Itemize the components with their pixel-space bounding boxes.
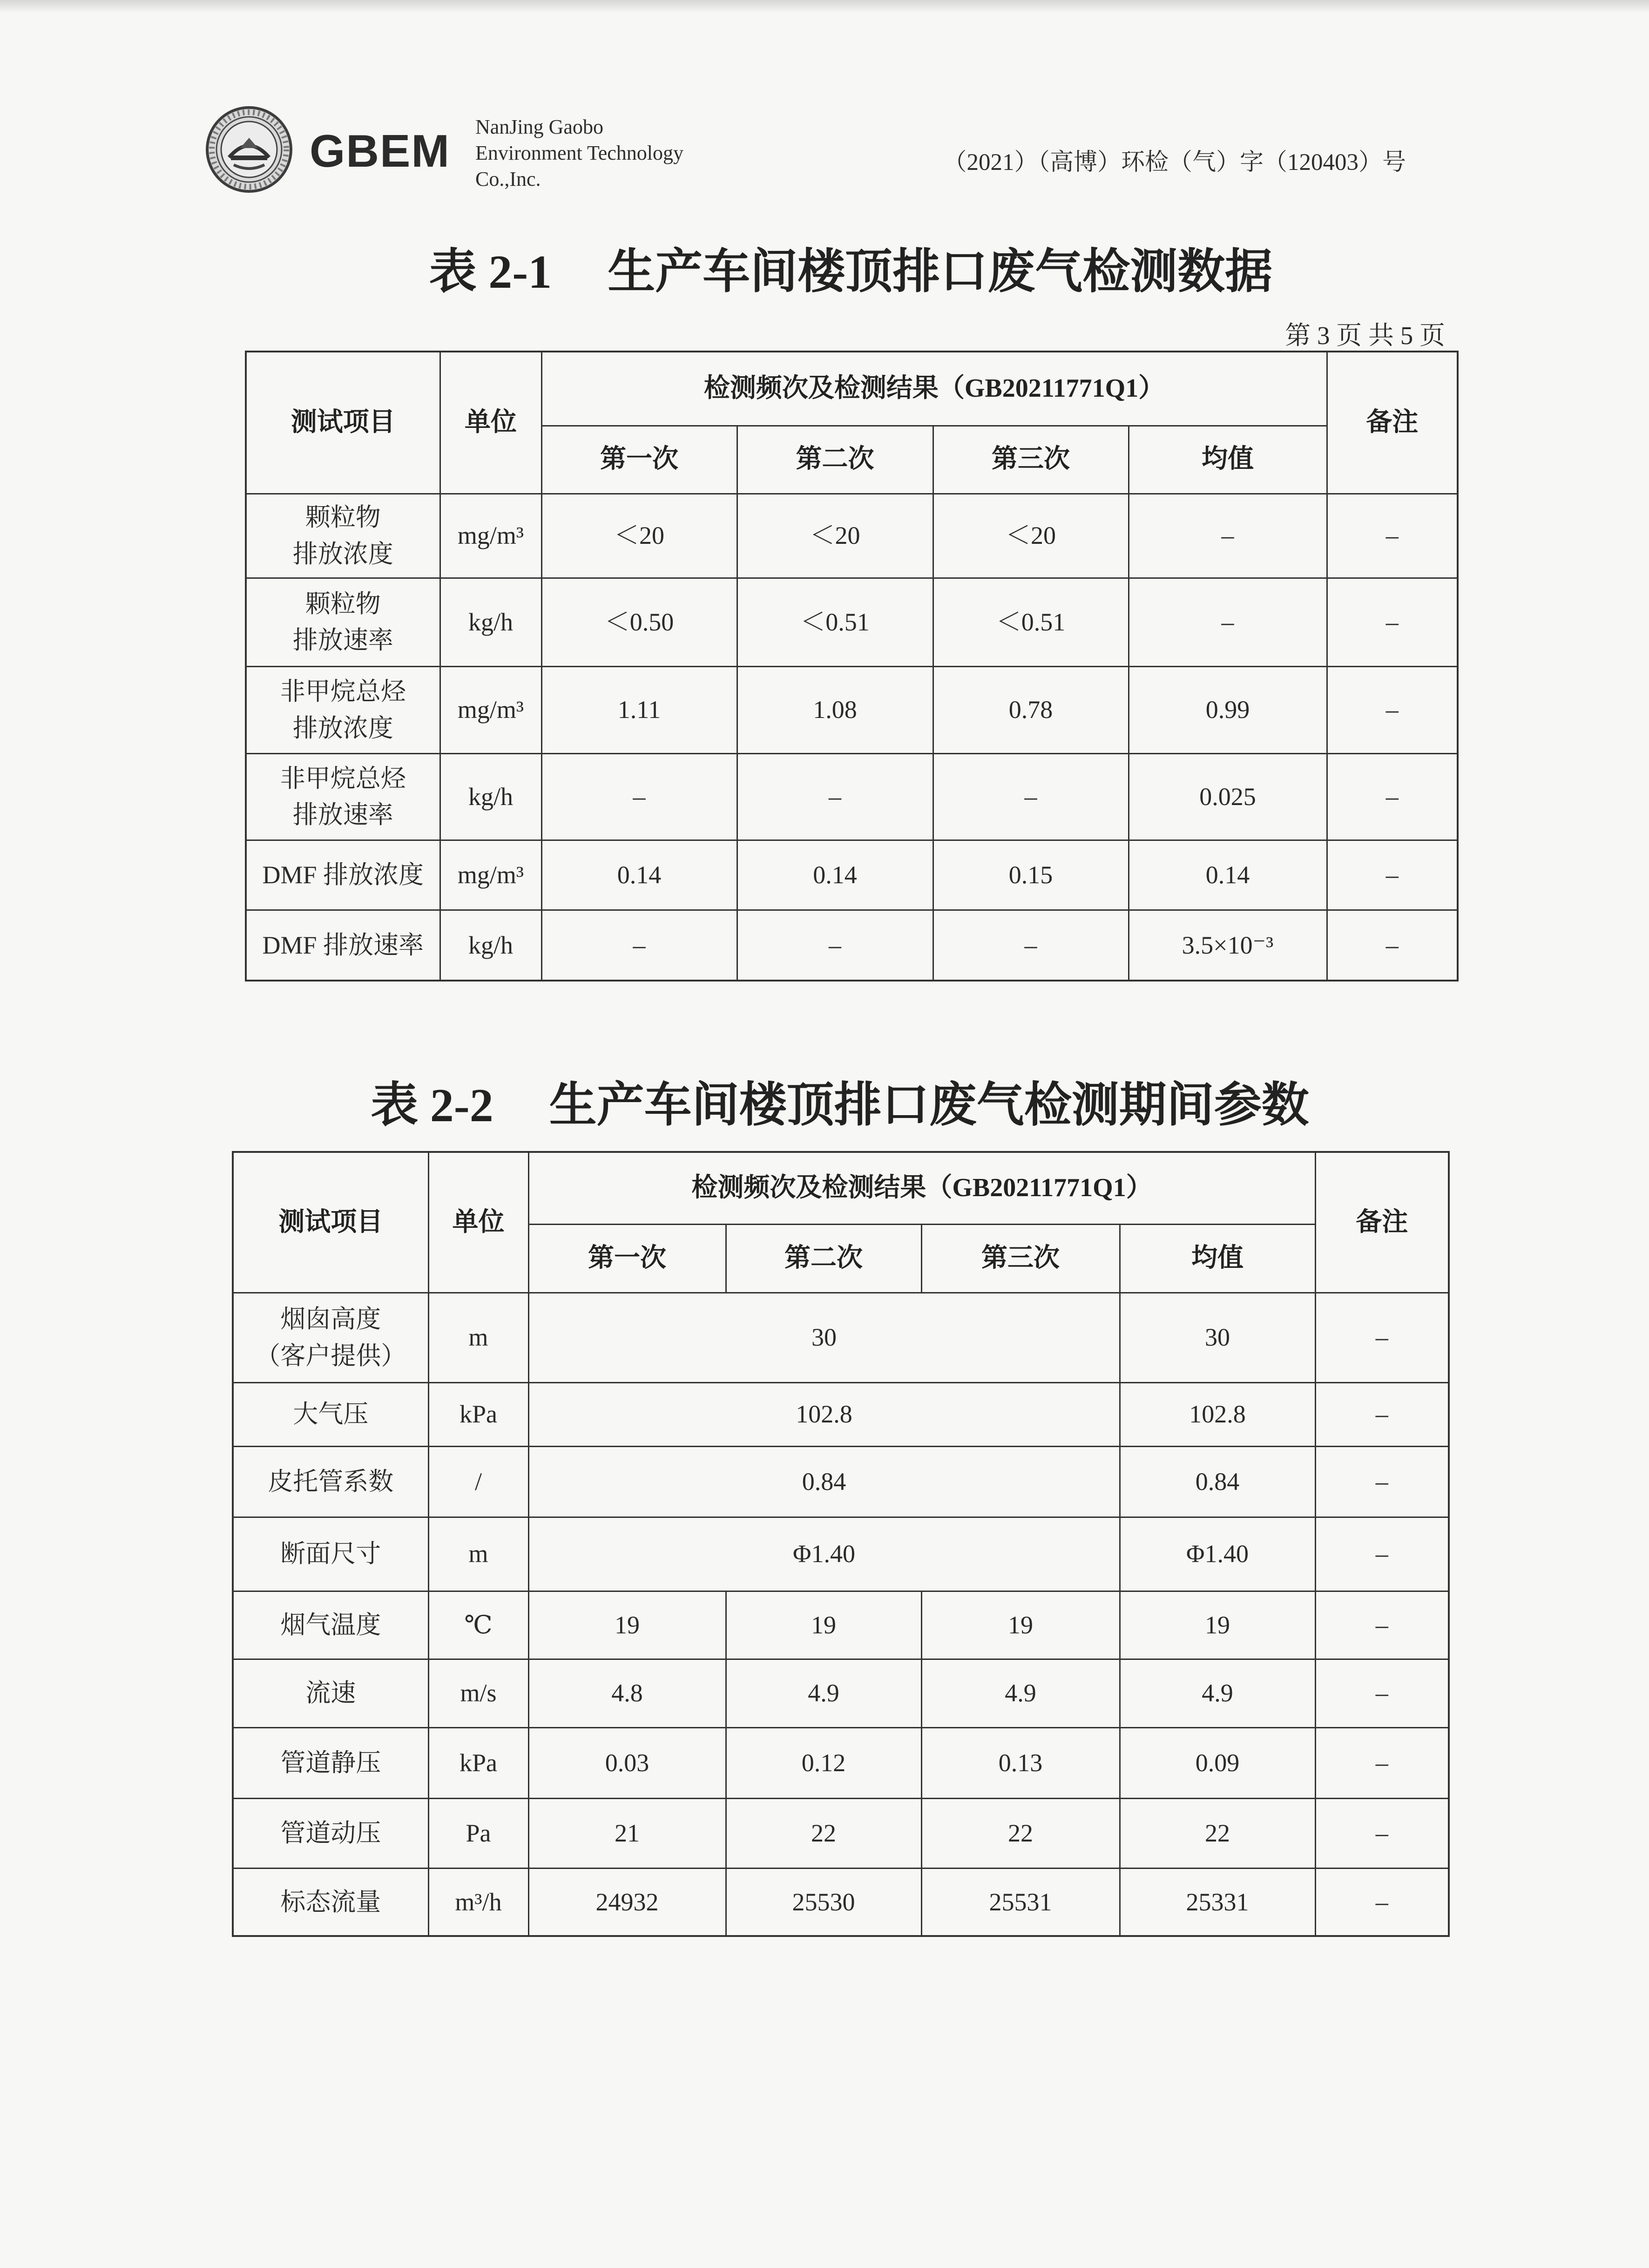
column-header-remark: 备注: [1315, 1152, 1449, 1293]
test-item-cell: 烟囱高度 （客户提供）: [233, 1293, 428, 1382]
brand-name: GBEM: [310, 125, 450, 176]
unit-cell: kPa: [428, 1382, 528, 1446]
column-header-test-item: 测试项目: [246, 352, 440, 494]
second-result-cell: ＜0.51: [737, 578, 933, 666]
first-result-cell: 21: [528, 1798, 726, 1868]
test-item-cell: 流速: [233, 1659, 428, 1727]
third-result-cell: –: [933, 910, 1129, 981]
table-row: [233, 1659, 1449, 1727]
first-result-cell: –: [541, 910, 737, 981]
merged-result-cell: 102.8: [528, 1382, 1120, 1446]
mean-cell: 3.5×10⁻³: [1129, 910, 1327, 981]
table-title-text: 生产车间楼顶排口废气检测数据: [608, 246, 1273, 298]
company-line: NanJing Gaobo: [475, 115, 603, 138]
unit-cell: Pa: [428, 1798, 528, 1868]
third-result-cell: 0.15: [933, 840, 1129, 910]
first-result-cell: –: [541, 753, 737, 840]
test-item-cell: 断面尺寸: [233, 1517, 428, 1591]
test-item-cell: 颗粒物 排放速率: [246, 578, 440, 666]
merged-result-cell: 0.84: [528, 1446, 1120, 1517]
table-row: [246, 578, 1458, 666]
unit-cell: mg/m³: [440, 494, 541, 578]
test-item-cell: 烟气温度: [233, 1591, 428, 1659]
third-result-cell: 4.9: [921, 1659, 1120, 1727]
third-result-cell: 25531: [921, 1868, 1120, 1936]
test-item-cell: 管道静压: [233, 1727, 428, 1798]
column-header-test-item: 测试项目: [233, 1152, 428, 1293]
mean-cell: 0.09: [1120, 1727, 1315, 1798]
second-result-cell: 22: [726, 1798, 921, 1868]
table-header-row: [246, 352, 1458, 426]
scan-edge-shadow: [0, 0, 1649, 13]
second-result-cell: –: [737, 753, 933, 840]
mean-cell: 4.9: [1120, 1659, 1315, 1727]
remark-cell: –: [1315, 1517, 1449, 1591]
merged-result-cell: Φ1.40: [528, 1517, 1120, 1591]
test-item-cell: 颗粒物 排放浓度: [246, 494, 440, 578]
first-result-cell: 19: [528, 1591, 726, 1659]
company-line: Co.,Inc.: [475, 168, 541, 190]
third-result-cell: 0.13: [921, 1727, 1120, 1798]
remark-cell: –: [1327, 666, 1458, 753]
column-header-unit: 单位: [440, 352, 541, 494]
unit-cell: kPa: [428, 1727, 528, 1798]
table-row: [233, 1868, 1449, 1936]
unit-cell: mg/m³: [440, 666, 541, 753]
mean-cell: 0.99: [1129, 666, 1327, 753]
table-row: [246, 666, 1458, 753]
unit-cell: kg/h: [440, 910, 541, 981]
column-header-second: 第二次: [737, 426, 933, 494]
column-header-results-group: 检测频次及检测结果（GB20211771Q1）: [528, 1152, 1315, 1224]
remark-cell: –: [1315, 1446, 1449, 1517]
second-result-cell: 0.14: [737, 840, 933, 910]
mean-cell: Φ1.40: [1120, 1517, 1315, 1591]
test-item-cell: 管道动压: [233, 1798, 428, 1868]
first-result-cell: 0.14: [541, 840, 737, 910]
mean-cell: 102.8: [1120, 1382, 1315, 1446]
column-header-mean: 均值: [1129, 426, 1327, 494]
test-item-cell: DMF 排放浓度: [246, 840, 440, 910]
column-header-third: 第三次: [921, 1224, 1120, 1293]
company-name: [475, 114, 683, 192]
column-header-first: 第一次: [528, 1224, 726, 1293]
remark-cell: –: [1315, 1868, 1449, 1936]
table-header-row: [233, 1152, 1449, 1224]
third-result-cell: –: [933, 753, 1129, 840]
unit-cell: ℃: [428, 1591, 528, 1659]
table-row: [246, 910, 1458, 981]
mean-cell: 25331: [1120, 1868, 1315, 1936]
remark-cell: –: [1327, 753, 1458, 840]
mean-cell: 0.025: [1129, 753, 1327, 840]
first-result-cell: 24932: [528, 1868, 726, 1936]
company-seal-logo-icon: [205, 105, 293, 194]
first-result-cell: ＜0.50: [541, 578, 737, 666]
mean-cell: 19: [1120, 1591, 1315, 1659]
test-item-cell: 非甲烷总烃 排放浓度: [246, 666, 440, 753]
remark-cell: –: [1315, 1382, 1449, 1446]
table-title: [232, 1078, 1448, 1134]
table-title-label: 表 2-2: [371, 1079, 493, 1132]
test-item-cell: 皮托管系数: [233, 1446, 428, 1517]
mean-cell: 22: [1120, 1798, 1315, 1868]
second-result-cell: 0.12: [726, 1727, 921, 1798]
emission-data-table: [245, 351, 1459, 982]
table-row: [246, 494, 1458, 578]
second-result-cell: ＜20: [737, 494, 933, 578]
sampling-parameters-table: [232, 1151, 1450, 1937]
third-result-cell: ＜0.51: [933, 578, 1129, 666]
remark-cell: –: [1327, 578, 1458, 666]
table-row: [233, 1293, 1449, 1382]
column-header-remark: 备注: [1327, 352, 1458, 494]
table-title-text: 生产车间楼顶排口废气检测期间参数: [549, 1079, 1309, 1132]
column-header-mean: 均值: [1120, 1224, 1315, 1293]
remark-cell: –: [1327, 840, 1458, 910]
column-header-second: 第二次: [726, 1224, 921, 1293]
page-indicator: 第 3 页 共 5 页: [1285, 321, 1445, 350]
second-result-cell: 4.9: [726, 1659, 921, 1727]
report-number: （2021）（高博）环检（气）字（120403）号: [943, 149, 1406, 176]
remark-cell: –: [1315, 1659, 1449, 1727]
third-result-cell: 19: [921, 1591, 1120, 1659]
column-header-first: 第一次: [541, 426, 737, 494]
unit-cell: m³/h: [428, 1868, 528, 1936]
third-result-cell: 0.78: [933, 666, 1129, 753]
mean-cell: 0.84: [1120, 1446, 1315, 1517]
unit-cell: m: [428, 1517, 528, 1591]
remark-cell: –: [1315, 1293, 1449, 1382]
unit-cell: m: [428, 1293, 528, 1382]
second-result-cell: 1.08: [737, 666, 933, 753]
table-row: [233, 1517, 1449, 1591]
first-result-cell: 1.11: [541, 666, 737, 753]
test-item-cell: 大气压: [233, 1382, 428, 1446]
table-row: [233, 1727, 1449, 1798]
table-row: [246, 753, 1458, 840]
table-title: [245, 244, 1457, 300]
unit-cell: kg/h: [440, 578, 541, 666]
test-item-cell: 标态流量: [233, 1868, 428, 1936]
remark-cell: –: [1315, 1727, 1449, 1798]
mean-cell: 0.14: [1129, 840, 1327, 910]
unit-cell: mg/m³: [440, 840, 541, 910]
table-row: [233, 1382, 1449, 1446]
column-header-third: 第三次: [933, 426, 1129, 494]
first-result-cell: 4.8: [528, 1659, 726, 1727]
table-row: [233, 1798, 1449, 1868]
unit-cell: kg/h: [440, 753, 541, 840]
seal-graphic: [205, 105, 293, 194]
second-result-cell: –: [737, 910, 933, 981]
first-result-cell: 0.03: [528, 1727, 726, 1798]
unit-cell: m/s: [428, 1659, 528, 1727]
test-item-cell: 非甲烷总烃 排放速率: [246, 753, 440, 840]
mean-cell: –: [1129, 578, 1327, 666]
table-row: [233, 1446, 1449, 1517]
mean-cell: –: [1129, 494, 1327, 578]
third-result-cell: ＜20: [933, 494, 1129, 578]
company-line: Environment Technology: [475, 142, 684, 164]
first-result-cell: ＜20: [541, 494, 737, 578]
remark-cell: –: [1315, 1591, 1449, 1659]
mean-cell: 30: [1120, 1293, 1315, 1382]
remark-cell: –: [1315, 1798, 1449, 1868]
second-result-cell: 19: [726, 1591, 921, 1659]
unit-cell: /: [428, 1446, 528, 1517]
column-header-results-group: 检测频次及检测结果（GB20211771Q1）: [541, 352, 1327, 426]
third-result-cell: 22: [921, 1798, 1120, 1868]
table-title-label: 表 2-1: [429, 246, 552, 298]
table-row: [246, 840, 1458, 910]
remark-cell: –: [1327, 910, 1458, 981]
second-result-cell: 25530: [726, 1868, 921, 1936]
remark-cell: –: [1327, 494, 1458, 578]
test-item-cell: DMF 排放速率: [246, 910, 440, 981]
merged-result-cell: 30: [528, 1293, 1120, 1382]
column-header-unit: 单位: [428, 1152, 528, 1293]
table-row: [233, 1591, 1449, 1659]
